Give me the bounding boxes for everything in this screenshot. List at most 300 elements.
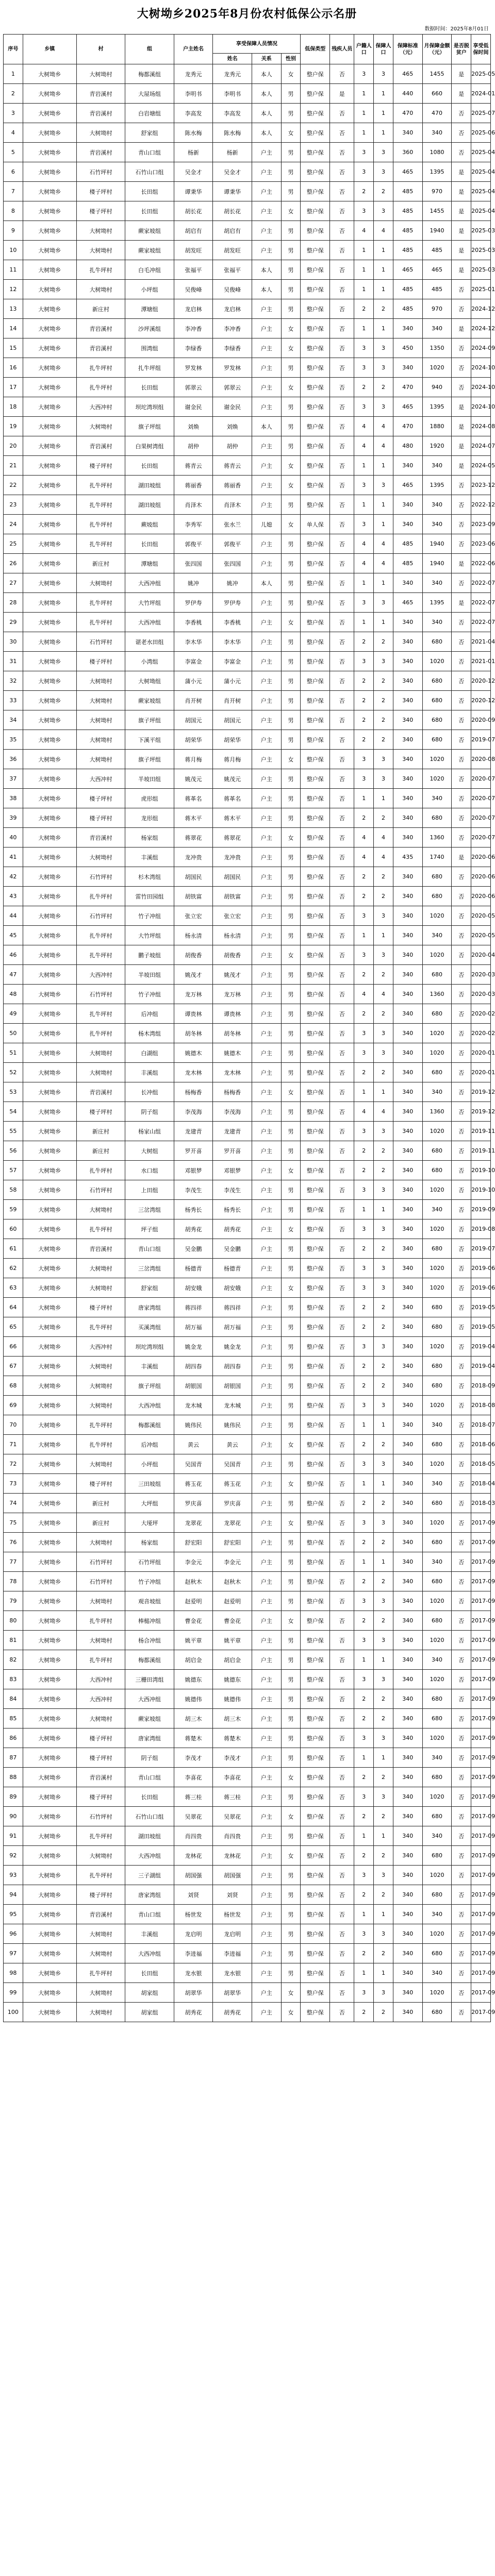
- cell-disabled: 否: [330, 808, 354, 828]
- cell-poverty: 否: [452, 1963, 471, 1983]
- cell-standard: 340: [393, 808, 422, 828]
- cell-village: 大树坳村: [76, 1454, 125, 1474]
- cell-sex: 男: [281, 1552, 301, 1572]
- cell-name: 胡长花: [213, 201, 252, 221]
- cell-sex: 女: [281, 456, 301, 476]
- table-row: [4, 221, 491, 241]
- cell-group: 梅都溪组: [125, 64, 174, 84]
- cell-sex: 男: [281, 906, 301, 926]
- cell-standard: 340: [393, 750, 422, 769]
- cell-village: 石竹坪村: [76, 162, 125, 182]
- cell-householder: 黄云: [174, 1435, 213, 1454]
- cell-group: 胡家组: [125, 2003, 174, 2022]
- cell-household-size: 4: [354, 1102, 374, 1122]
- cell-seq: 20: [4, 436, 23, 456]
- cell-since: 2024-08: [471, 417, 491, 436]
- cell-since: 2025-04: [471, 162, 491, 182]
- cell-amount: 1020: [422, 1728, 452, 1748]
- cell-since: 2017-09: [471, 1728, 491, 1748]
- cell-township: 大树坳乡: [23, 1494, 76, 1513]
- cell-township: 大树坳乡: [23, 358, 76, 378]
- cell-type: 整户保: [301, 436, 330, 456]
- cell-disabled: 否: [330, 1572, 354, 1591]
- cell-name: 谢金民: [213, 397, 252, 417]
- cell-since: 2019-11: [471, 1122, 491, 1141]
- cell-type: 整户保: [301, 1983, 330, 2003]
- cell-standard: 340: [393, 1768, 422, 1787]
- cell-group: 舒家组: [125, 123, 174, 143]
- cell-type: 整户保: [301, 358, 330, 378]
- cell-householder: 李高发: [174, 104, 213, 123]
- cell-sex: 男: [281, 1415, 301, 1435]
- cell-poverty: 是: [452, 593, 471, 613]
- table-row: [4, 945, 491, 965]
- cell-type: 整户保: [301, 848, 330, 867]
- cell-household-size: 3: [354, 1728, 374, 1748]
- cell-standard: 340: [393, 1357, 422, 1376]
- cell-since: 2017-09: [471, 1513, 491, 1533]
- cell-poverty: 否: [452, 1709, 471, 1728]
- cell-type: 整户保: [301, 1004, 330, 1024]
- cell-guaranteed-size: 3: [374, 201, 393, 221]
- cell-householder: 蒋青云: [174, 456, 213, 476]
- cell-sex: 男: [281, 1043, 301, 1063]
- cell-name: 蒋青云: [213, 456, 252, 476]
- table-row: [4, 162, 491, 182]
- table-row: [4, 1513, 491, 1533]
- cell-poverty: 否: [452, 1376, 471, 1396]
- cell-township: 大树坳乡: [23, 1337, 76, 1357]
- cell-township: 大树坳乡: [23, 593, 76, 613]
- cell-householder: 胡启有: [174, 221, 213, 241]
- table-row: [4, 1474, 491, 1494]
- cell-relation: 户主: [252, 378, 281, 397]
- cell-standard: 340: [393, 1337, 422, 1357]
- cell-township: 大树坳乡: [23, 906, 76, 926]
- cell-sex: 女: [281, 1278, 301, 1298]
- cell-village: 大树坳村: [76, 848, 125, 867]
- cell-poverty: 否: [452, 613, 471, 632]
- cell-name: 杨新: [213, 143, 252, 162]
- cell-village: 新庄村: [76, 299, 125, 319]
- cell-village: 大树坳村: [76, 691, 125, 710]
- cell-amount: 1020: [422, 1454, 452, 1474]
- cell-standard: 440: [393, 84, 422, 104]
- cell-relation: 户主: [252, 1768, 281, 1787]
- cell-name: 罗开喜: [213, 1141, 252, 1161]
- cell-name: 胡翠华: [213, 1983, 252, 2003]
- cell-township: 大树坳乡: [23, 554, 76, 573]
- cell-disabled: 否: [330, 1728, 354, 1748]
- cell-seq: 55: [4, 1122, 23, 1141]
- cell-seq: 30: [4, 632, 23, 652]
- cell-seq: 19: [4, 417, 23, 436]
- cell-sex: 女: [281, 1846, 301, 1866]
- cell-standard: 340: [393, 358, 422, 378]
- cell-household-size: 2: [354, 867, 374, 887]
- cell-poverty: 否: [452, 1259, 471, 1278]
- cell-seq: 7: [4, 182, 23, 201]
- cell-relation: 户主: [252, 1963, 281, 1983]
- cell-sex: 男: [281, 1239, 301, 1259]
- col-type: 低保类型: [301, 35, 330, 64]
- cell-relation: 本人: [252, 280, 281, 299]
- cell-standard: 340: [393, 456, 422, 476]
- cell-relation: 户主: [252, 1063, 281, 1082]
- cell-sex: 男: [281, 1141, 301, 1161]
- cell-since: 2021-04: [471, 632, 491, 652]
- cell-township: 大树坳乡: [23, 1317, 76, 1337]
- cell-poverty: 是: [452, 241, 471, 260]
- cell-type: 整户保: [301, 534, 330, 554]
- cell-village: 扎牛坪村: [76, 1826, 125, 1846]
- table-row: [4, 1631, 491, 1650]
- cell-since: 2025-03: [471, 241, 491, 260]
- cell-name: 张立宏: [213, 906, 252, 926]
- cell-disabled: 否: [330, 1200, 354, 1219]
- cell-group: 长田组: [125, 201, 174, 221]
- cell-householder: 胡冬林: [174, 1024, 213, 1043]
- cell-type: 整户保: [301, 632, 330, 652]
- cell-township: 大树坳乡: [23, 1826, 76, 1846]
- cell-since: 2024-10: [471, 397, 491, 417]
- cell-relation: 户主: [252, 1239, 281, 1259]
- cell-since: 2018-05: [471, 1454, 491, 1474]
- cell-village: 大树坳村: [76, 2003, 125, 2022]
- cell-township: 大树坳乡: [23, 1219, 76, 1239]
- cell-standard: 340: [393, 1552, 422, 1572]
- cell-since: 2019-06: [471, 1278, 491, 1298]
- cell-amount: 940: [422, 378, 452, 397]
- cell-relation: 户主: [252, 1454, 281, 1474]
- cell-household-size: 4: [354, 828, 374, 848]
- cell-name: 杨永清: [213, 926, 252, 945]
- cell-village: 扎牛坪村: [76, 358, 125, 378]
- cell-since: 2017-09: [471, 1924, 491, 1944]
- cell-village: 石竹坪村: [76, 1572, 125, 1591]
- cell-guaranteed-size: 3: [374, 1278, 393, 1298]
- table-row: [4, 338, 491, 358]
- cell-relation: 户主: [252, 2003, 281, 2022]
- cell-poverty: 否: [452, 123, 471, 143]
- cell-relation: 户主: [252, 691, 281, 710]
- cell-township: 大树坳乡: [23, 378, 76, 397]
- cell-type: 整户保: [301, 1454, 330, 1474]
- cell-village: 大树坳村: [76, 1924, 125, 1944]
- cell-disabled: 否: [330, 1161, 354, 1180]
- cell-relation: 户主: [252, 1689, 281, 1709]
- cell-relation: 户主: [252, 1552, 281, 1572]
- cell-township: 大树坳乡: [23, 1102, 76, 1122]
- cell-guaranteed-size: 1: [374, 1552, 393, 1572]
- cell-guaranteed-size: 2: [374, 2003, 393, 2022]
- cell-seq: 46: [4, 945, 23, 965]
- cell-since: 2017-09: [471, 1650, 491, 1670]
- cell-group: 三子湖组: [125, 1866, 174, 1885]
- cell-relation: 户主: [252, 1102, 281, 1122]
- cell-standard: 340: [393, 1435, 422, 1454]
- cell-township: 大树坳乡: [23, 1670, 76, 1689]
- cell-standard: 340: [393, 1944, 422, 1963]
- cell-township: 大树坳乡: [23, 1533, 76, 1552]
- cell-amount: 1395: [422, 397, 452, 417]
- cell-township: 大树坳乡: [23, 789, 76, 808]
- cell-type: 整户保: [301, 378, 330, 397]
- cell-name: 张水兰: [213, 515, 252, 534]
- cell-amount: 470: [422, 104, 452, 123]
- cell-householder: 胡三木: [174, 1709, 213, 1728]
- cell-guaranteed-size: 3: [374, 1728, 393, 1748]
- cell-sex: 男: [281, 1905, 301, 1924]
- cell-group: 后冲组: [125, 1004, 174, 1024]
- cell-householder: 胡仲: [174, 436, 213, 456]
- cell-household-size: 2: [354, 1376, 374, 1396]
- cell-poverty: 是: [452, 417, 471, 436]
- cell-seq: 66: [4, 1337, 23, 1357]
- table-row: [4, 789, 491, 808]
- cell-household-size: 2: [354, 965, 374, 985]
- cell-disabled: 否: [330, 1905, 354, 1924]
- cell-since: 2019-07: [471, 730, 491, 750]
- cell-relation: 户主: [252, 1650, 281, 1670]
- table-row: [4, 1161, 491, 1180]
- cell-name: 姚德东: [213, 1670, 252, 1689]
- cell-household-size: 1: [354, 1200, 374, 1219]
- cell-household-size: 2: [354, 2003, 374, 2022]
- cell-guaranteed-size: 3: [374, 1219, 393, 1239]
- cell-name: 李富金: [213, 652, 252, 671]
- cell-type: 整户保: [301, 64, 330, 84]
- cell-township: 大树坳乡: [23, 652, 76, 671]
- cell-village: 楼子坪村: [76, 1102, 125, 1122]
- cell-type: 整户保: [301, 476, 330, 495]
- cell-type: 整户保: [301, 1591, 330, 1611]
- cell-name: 龙秀元: [213, 64, 252, 84]
- cell-household-size: 4: [354, 436, 374, 456]
- cell-standard: 340: [393, 1513, 422, 1533]
- cell-type: 整户保: [301, 1963, 330, 1983]
- cell-standard: 340: [393, 1474, 422, 1494]
- cell-seq: 35: [4, 730, 23, 750]
- cell-sex: 男: [281, 730, 301, 750]
- cell-standard: 340: [393, 1494, 422, 1513]
- cell-village: 大西冲村: [76, 965, 125, 985]
- cell-guaranteed-size: 3: [374, 652, 393, 671]
- cell-since: 2020-09: [471, 710, 491, 730]
- cell-guaranteed-size: 3: [374, 143, 393, 162]
- cell-name: 龙建青: [213, 1122, 252, 1141]
- cell-standard: 340: [393, 1278, 422, 1298]
- cell-householder: 李富金: [174, 652, 213, 671]
- cell-type: 整户保: [301, 1924, 330, 1944]
- cell-householder: 蒋玉花: [174, 1474, 213, 1494]
- cell-disabled: 否: [330, 1513, 354, 1533]
- cell-since: 2017-09: [471, 1748, 491, 1768]
- cell-relation: 户主: [252, 1415, 281, 1435]
- cell-household-size: 3: [354, 945, 374, 965]
- cell-guaranteed-size: 4: [374, 985, 393, 1004]
- cell-household-size: 1: [354, 613, 374, 632]
- cell-amount: 1940: [422, 221, 452, 241]
- cell-guaranteed-size: 1: [374, 515, 393, 534]
- cell-disabled: 否: [330, 338, 354, 358]
- cell-township: 大树坳乡: [23, 613, 76, 632]
- cell-type: 整户保: [301, 652, 330, 671]
- cell-township: 大树坳乡: [23, 926, 76, 945]
- cell-seq: 1: [4, 64, 23, 84]
- cell-township: 大树坳乡: [23, 64, 76, 84]
- col-name: 姓名: [213, 54, 252, 64]
- cell-relation: 户主: [252, 1396, 281, 1415]
- cell-type: 整户保: [301, 1768, 330, 1787]
- cell-type: 整户保: [301, 1650, 330, 1670]
- table-row: [4, 1983, 491, 2003]
- cell-group: 观音坡组: [125, 1591, 174, 1611]
- cell-standard: 340: [393, 1826, 422, 1846]
- cell-village: 青岩溪村: [76, 104, 125, 123]
- table-row: [4, 1219, 491, 1239]
- cell-village: 扎牛坪村: [76, 1963, 125, 1983]
- cell-relation: 户主: [252, 338, 281, 358]
- table-row: [4, 515, 491, 534]
- cell-since: 2020-05: [471, 926, 491, 945]
- cell-sex: 男: [281, 417, 301, 436]
- cell-standard: 465: [393, 162, 422, 182]
- cell-household-size: 3: [354, 1278, 374, 1298]
- cell-amount: 340: [422, 1082, 452, 1102]
- cell-since: 2025-01: [471, 280, 491, 299]
- cell-household-size: 3: [354, 64, 374, 84]
- cell-poverty: 否: [452, 789, 471, 808]
- cell-guaranteed-size: 1: [374, 319, 393, 338]
- cell-village: 楼子坪村: [76, 1474, 125, 1494]
- cell-household-size: 3: [354, 358, 374, 378]
- cell-guaranteed-size: 1: [374, 84, 393, 104]
- cell-seq: 11: [4, 260, 23, 280]
- cell-group: 杨家山组: [125, 1122, 174, 1141]
- cell-standard: 485: [393, 241, 422, 260]
- cell-relation: 户主: [252, 828, 281, 848]
- cell-type: 整户保: [301, 1376, 330, 1396]
- cell-seq: 40: [4, 828, 23, 848]
- cell-household-size: 3: [354, 1924, 374, 1944]
- cell-guaranteed-size: 3: [374, 1122, 393, 1141]
- cell-relation: 户主: [252, 1807, 281, 1826]
- col-guaranteed-size: 保障人口: [374, 35, 393, 64]
- cell-seq: 73: [4, 1474, 23, 1494]
- cell-since: 2023-12: [471, 476, 491, 495]
- cell-disabled: 否: [330, 1415, 354, 1435]
- table-row: [4, 632, 491, 652]
- cell-household-size: 2: [354, 1572, 374, 1591]
- cell-poverty: 否: [452, 710, 471, 730]
- cell-type: 整户保: [301, 2003, 330, 2022]
- cell-type: 整户保: [301, 1905, 330, 1924]
- cell-group: 下溪平组: [125, 730, 174, 750]
- cell-poverty: 否: [452, 1983, 471, 2003]
- col-village: 村: [76, 35, 125, 64]
- cell-village: 大树坳村: [76, 1278, 125, 1298]
- cell-name: 蒋楚木: [213, 1728, 252, 1748]
- table-row: [4, 1180, 491, 1200]
- cell-householder: 胡国强: [174, 1866, 213, 1885]
- cell-relation: 户主: [252, 1787, 281, 1807]
- cell-guaranteed-size: 3: [374, 945, 393, 965]
- cell-sex: 女: [281, 828, 301, 848]
- cell-since: 2017-09: [471, 1591, 491, 1611]
- cell-guaranteed-size: 1: [374, 1415, 393, 1435]
- table-row: [4, 1376, 491, 1396]
- table-row: [4, 593, 491, 613]
- cell-group: 三岔湾组: [125, 1259, 174, 1278]
- cell-type: 整户保: [301, 671, 330, 691]
- cell-sex: 男: [281, 1787, 301, 1807]
- cell-village: 大西冲村: [76, 1689, 125, 1709]
- cell-guaranteed-size: 3: [374, 1043, 393, 1063]
- cell-township: 大树坳乡: [23, 808, 76, 828]
- cell-group: 棒槌冲组: [125, 1611, 174, 1631]
- cell-relation: 户主: [252, 534, 281, 554]
- cell-since: 2024-07: [471, 436, 491, 456]
- cell-disabled: 否: [330, 632, 354, 652]
- cell-type: 整户保: [301, 573, 330, 593]
- cell-township: 大树坳乡: [23, 182, 76, 201]
- cell-relation: 户主: [252, 1748, 281, 1768]
- table-row: [4, 417, 491, 436]
- cell-village: 扎牛坪村: [76, 1161, 125, 1180]
- cell-since: 2020-07: [471, 808, 491, 828]
- cell-relation: 户主: [252, 789, 281, 808]
- cell-poverty: 否: [452, 1826, 471, 1846]
- cell-group: 围湾组: [125, 338, 174, 358]
- cell-householder: 蒋楚木: [174, 1728, 213, 1748]
- cell-guaranteed-size: 3: [374, 1866, 393, 1885]
- cell-name: 罗庆喜: [213, 1494, 252, 1513]
- cell-household-size: 1: [354, 1552, 374, 1572]
- cell-relation: 户主: [252, 652, 281, 671]
- cell-amount: 340: [422, 123, 452, 143]
- cell-disabled: 否: [330, 1239, 354, 1259]
- cell-household-size: 2: [354, 1885, 374, 1905]
- cell-seq: 49: [4, 1004, 23, 1024]
- cell-household-size: 2: [354, 1768, 374, 1787]
- cell-disabled: 否: [330, 1885, 354, 1905]
- cell-name: 胡四春: [213, 1357, 252, 1376]
- cell-poverty: 否: [452, 143, 471, 162]
- cell-type: 整户保: [301, 1082, 330, 1102]
- cell-group: 丰溪组: [125, 1063, 174, 1082]
- cell-poverty: 否: [452, 1807, 471, 1826]
- cell-village: 扎牛坪村: [76, 945, 125, 965]
- cell-relation: 户主: [252, 710, 281, 730]
- cell-village: 楼子坪村: [76, 652, 125, 671]
- cell-amount: 680: [422, 1768, 452, 1787]
- cell-poverty: 否: [452, 1787, 471, 1807]
- cell-poverty: 否: [452, 495, 471, 515]
- cell-group: 旗子坪组: [125, 417, 174, 436]
- cell-householder: 李茂才: [174, 1748, 213, 1768]
- cell-standard: 340: [393, 1748, 422, 1768]
- cell-since: 2017-09: [471, 1826, 491, 1846]
- table-row: [4, 1317, 491, 1337]
- cell-amount: 340: [422, 515, 452, 534]
- cell-village: 大树坳村: [76, 1533, 125, 1552]
- cell-poverty: 是: [452, 162, 471, 182]
- cell-seq: 57: [4, 1161, 23, 1180]
- cell-standard: 470: [393, 417, 422, 436]
- cell-name: 龙启明: [213, 1924, 252, 1944]
- cell-household-size: 2: [354, 1846, 374, 1866]
